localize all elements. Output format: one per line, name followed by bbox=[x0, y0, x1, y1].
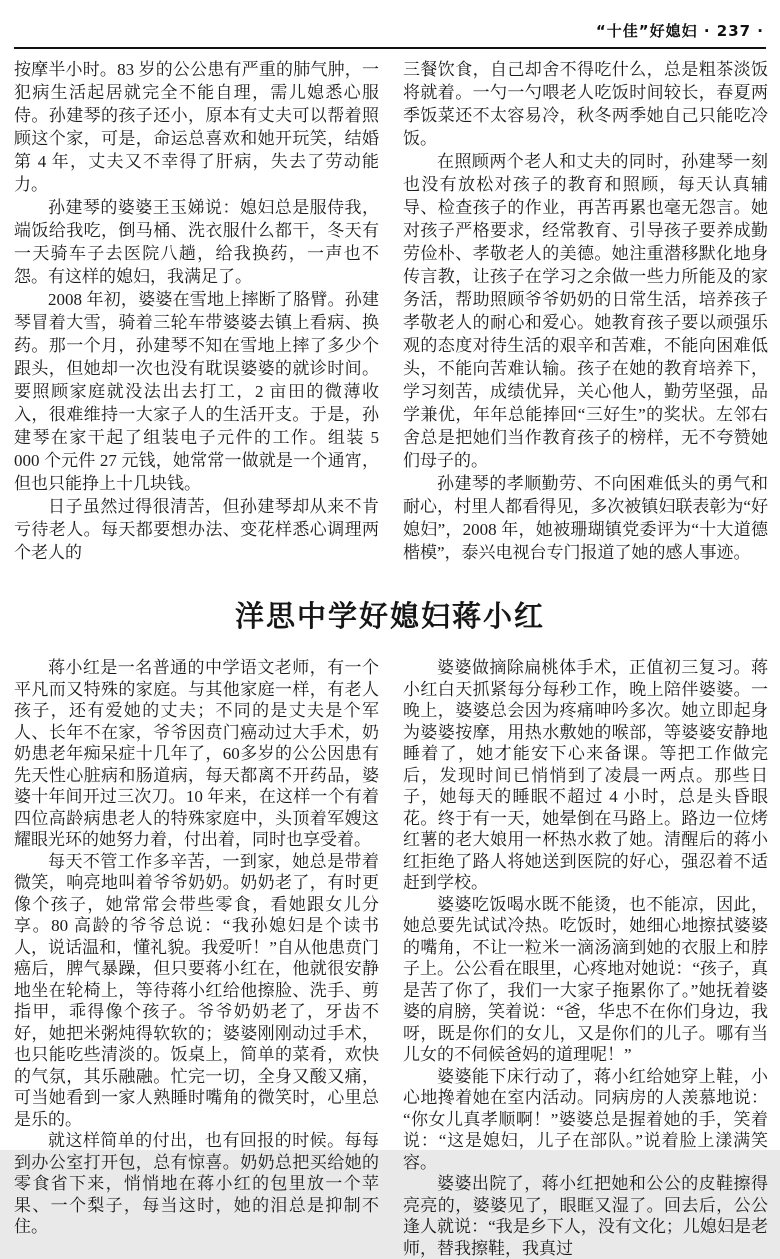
paragraph: 婆婆出院了，蒋小红把她和公公的皮鞋擦得亮亮的，婆婆见了，眼眶又湿了。回去后，公公逢人就说：“我是乡下人，没有文化；儿媳妇是老师，替我擦鞋，我真过 bbox=[403, 1174, 768, 1258]
paragraph: 三餐饮食，自己却舍不得吃什么，总是粗茶淡饭将就着。一勺一勺喂老人吃饭时间较长，春夏两季饭菜还不太容易冷，秋冬两季她自己只能吃冷饭。 bbox=[403, 60, 768, 148]
article2-left-column bbox=[14, 657, 379, 1259]
paragraph: 在照顾两个老人和丈夫的同时，孙建琴一刻也没有放松对孩子的教育和照顾，每天认真辅导、检查孩子的作业，再苦再累也毫无怨言。她对孩子严格要求，经常教育、引导孩子要养成勤劳俭朴、孝敬老人的美德。她注重潜移默化地身传言教，让孩子在学习之余做一些力所能及的家务活，帮助照顾爷爷奶奶的日常生活，培养孩子孝敬老人的耐心和爱心。她教育孩子要以顽强乐观的态度对待生活的艰辛和苦难，不能向困难低头，不能向苦难认输。孩子在她的教育培养下，学习刻苦，成绩优异，关心他人，勤劳坚强，品学兼优，年年总能捧回“三好生”的奖状。左邻右舍总是把她们当作教育孩子的榜样，无不夸赞她们母子的。 bbox=[403, 152, 768, 470]
paragraph: 孙建琴的婆婆王玉娣说：媳妇总是服侍我，端饭给我吃，倒马桶、洗衣服什么都干，冬天有一天骑车子去医院八趟，给我换药，一声也不怨。有这样的媳妇，我满足了。 bbox=[14, 198, 379, 286]
paragraph: 2008 年初，婆婆在雪地上摔断了胳臂。孙建琴冒着大雪，骑着三轮车带婆婆去镇上看病、换药。那一个月，孙建琴不知在雪地上摔了多少个跟头，但她却一次也没有耽误婆婆的就诊时间。要照顾家庭就没法出去打工，2 亩田的微薄收入，很难维持一大家子人的生活开支。于是，孙建琴在家干起了组装电子元件的工作。组装 5 000 个元件 27 元钱，她常常一做就是一个通宵，但也只能挣上十几块钱。 bbox=[14, 290, 379, 493]
page-number: · 237 · bbox=[697, 22, 764, 40]
paragraph: 就这样简单的付出，也有回报的时候。每每到办公室打开包，总有惊喜。奶奶总把买给她的零食省下来，悄悄地在蒋小红的包里放一个苹果、一个梨子，每当这时，她的泪总是抑制不住。 bbox=[14, 1131, 379, 1236]
paragraph: 婆婆吃饭喝水既不能烫，也不能凉，因此，她总要先试试冷热。吃饭时，她细心地擦拭婆婆的嘴角，不让一粒米一滴汤滴到她的衣服上和脖子上。公公看在眼里，心疼地对她说：“孩子，真是苦了你了，我们一大家子拖累你了。”她抚着婆婆的肩膀，笑着说：“爸，华忠不在你们身边，我呀，既是你们的女儿，又是你们的儿子。哪有当儿女的不伺候爸妈的道理呢！” bbox=[403, 894, 768, 1064]
paragraph: 孙建琴的孝顺勤劳、不向困难低头的勇气和耐心，村里人都看得见，多次被镇妇联表彰为“好媳妇”，2008 年，她被珊瑚镇党委评为“十大道德楷模”，泰兴电视台专门报道了她的感人事迹。 bbox=[403, 474, 768, 562]
running-head bbox=[0, 0, 780, 41]
running-head-title: “十佳”好媳妇 bbox=[595, 22, 698, 40]
header-rule bbox=[14, 47, 766, 49]
article2-title: 洋思中学好媳妇蒋小红 bbox=[234, 599, 545, 633]
paragraph: 按摩半小时。83 岁的公公患有严重的肺气肿，一犯病生活起居就完全不能自理，需儿媳悉心服侍。孙建琴的孩子还小，原本有丈夫可以帮着照顾这个家，可是，命运总喜欢和她开玩笑，结婚第 4 年，丈夫又不幸得了肝病，失去了劳动能力。 bbox=[14, 60, 379, 194]
paragraph: 日子虽然过得很清苦，但孙建琴却从来不肯亏待老人。每天都要想办法、变花样悉心调理两个老人的 bbox=[14, 497, 379, 562]
paragraph: 婆婆能下床行动了，蒋小红给她穿上鞋，小心地搀着她在室内活动。同病房的人羡慕地说：“你女儿真孝顺啊！”婆婆总是握着她的手，笑着说：“这是媳妇，儿子在部队。”说着脸上漾满笑容。 bbox=[403, 1066, 768, 1172]
article1-left-column bbox=[14, 58, 379, 564]
article-sun-jianqin-continuation bbox=[0, 58, 780, 564]
article2-right-column bbox=[403, 657, 768, 1259]
article-jiang-xiaohong bbox=[0, 657, 780, 1259]
paragraph: 蒋小红是一名普通的中学语文老师，有一个平凡而又特殊的家庭。与其他家庭一样，有老人孩子，还有爱她的丈夫；不同的是丈夫是个军人、长年不在家，爷爷因贲门癌动过大手术，奶奶患老年痴呆症十几年了，60多岁的公公因患有先天性心脏病和肠道病，每天都离不开药品，婆婆十年间开过三次刀。10 年来，在这样一个有着四位高龄病患老人的特殊家庭中，头顶着军嫂这耀眼光环的她努力着，付出着，同时也享受着。 bbox=[14, 658, 379, 849]
paragraph: 婆婆做摘除扁桃体手术，正值初三复习。蒋小红白天抓紧每分每秒工作，晚上陪伴婆婆。一晚上，婆婆总会因为疼痛呻吟多次。她立即起身为婆婆按摩，用热水敷她的喉部，等婆婆安静地睡着了，她才能安下心来备课。等把工作做完后，发现时间已悄悄到了凌晨一两点。那些日子，她每天的睡眠不超过 4 小时，总是头昏眼花。终于有一天，她晕倒在马路上。路边一位烤红薯的老大娘用一杯热水救了她。清醒后的蒋小红拒绝了路人将她送到医院的好心，强忍着不适赶到学校。 bbox=[403, 658, 768, 892]
article1-right-column bbox=[403, 58, 768, 564]
paragraph: 每天不管工作多辛苦，一到家，她总是带着微笑，响亮地叫着爷爷奶奶。奶奶老了，有时更像个孩子，她常常会带些零食，看她跟女儿分享。80 高龄的爷爷总说：“我孙媳妇是个读书人，说话温和，懂礼貌。我爱听！”自从他患贲门癌后，脾气暴躁，但只要蒋小红在，他就很安静地坐在轮椅上，等待蒋小红给他擦脸、洗手、剪指甲，乖得像个孩子。爷爷奶奶老了，牙齿不好，她把米粥炖得软软的；婆婆刚刚动过手术，也只能吃些清淡的。饭桌上，简单的菜肴，欢快的气氛，其乐融融。忙完一切，全身又酸又痛，可当她看到一家人熟睡时嘴角的微笑时，心里总是乐的。 bbox=[14, 851, 379, 1129]
